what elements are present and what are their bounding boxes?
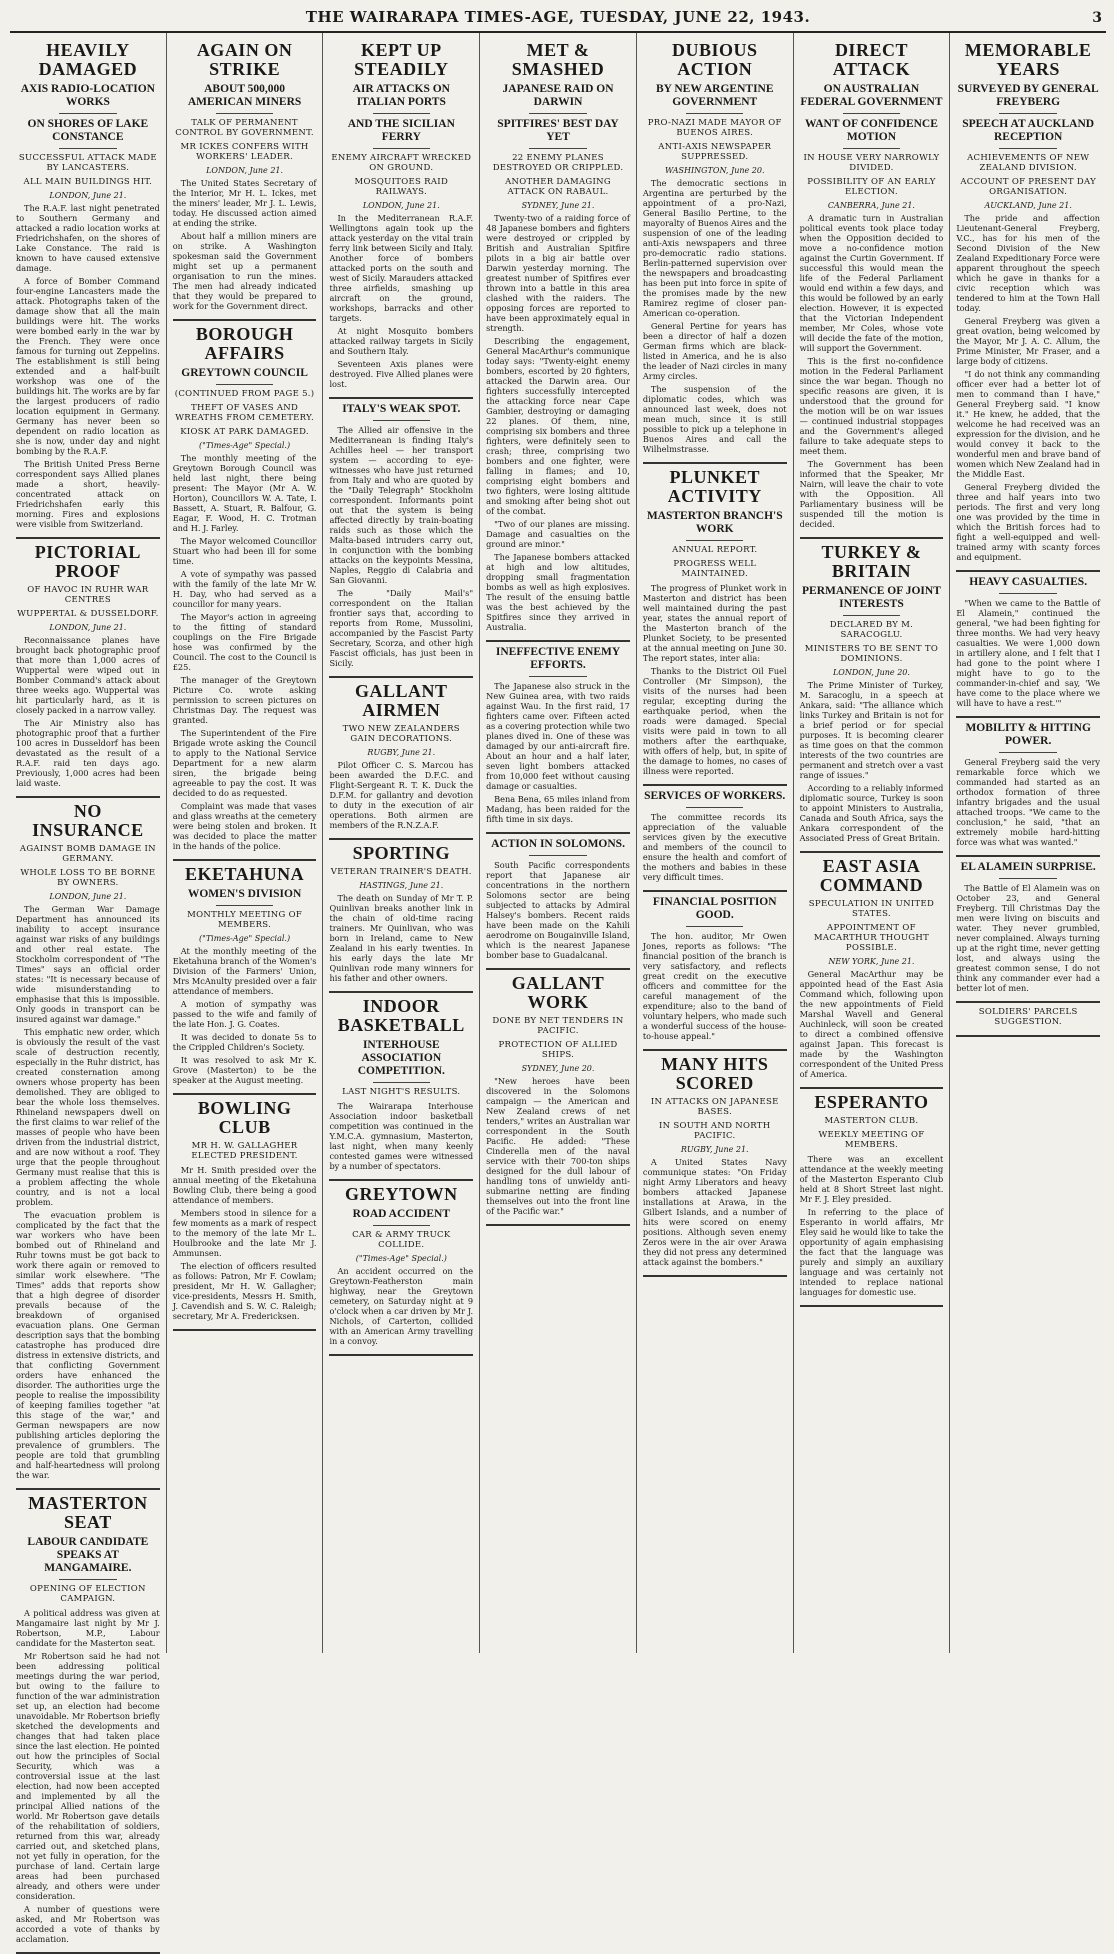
article-paragraph: Describing the engagement, General MacArthur's communique today says: "Twenty-eight enemy bombers, escorted by 20 fighters, attacked the Darwin area. Our fighters successfully intercepted the attacking force near Cape Gambier, destroying or damaging 22 planes. Of them, nine, comprising six bombers and three fighters, were definitely seen to crash; three, comprising two bombers and one fighter, were falling in flames; and 10, comprising eight bombers and two fighters, were losing altitude and smoking after being shot out of the combat. (486, 336, 630, 516)
article-deck: GREYTOWN COUNCIL (181, 367, 308, 379)
article-subheading: SOLDIERS' PARCELS SUGGESTION. (978, 1007, 1078, 1027)
article-deck: ITALY'S WEAK SPOT. (342, 403, 461, 415)
article-paragraph: The democratic sections in Argentina are perturbed by the appointment of a pro-Nazi, General Basilio Pertine, to the mayoralty of Buenos Aires and the suspension of one of the leading anti-Axis newspapers and three pro-democratic radio stations. Berlin-patterned supervision over the newspapers and broadcasting has been put into force in spite of the promises made by the new Ramirez regime of closer pan-American co-operation. (642, 178, 787, 318)
article-paragraph: A force of Bomber Command four-engine Lancasters made the attack. Photographs taken of the damage show that all the main buildings were hit. The works were bombed early in the war by the French. They were once famous for turning out Zeppelins. The establishment is still being extended and a half-built workshop was one of the buildings hit. The works are by far the largest producers of radio location equipment in Germany. Germany has never been so dependent on radio location as she is now, under day and night bombing by the R.A.F. (16, 276, 160, 456)
article-deck: LABOUR CANDIDATE SPEAKS AT MANGAMAIRE. (27, 1536, 149, 1574)
article-deck: ON AUSTRALIAN FEDERAL GOVERNMENT (800, 83, 943, 108)
article-deck: MOBILITY & HITTING POWER. (965, 722, 1091, 747)
column-7 (950, 33, 1106, 1653)
article-end-rule (643, 890, 787, 892)
article-paragraph: This is the first no-confidence motion in the Federal Parliament since the war began. Though no specific reasons are given, it is understood that the ground for the motion will be on war issues — continued industrial stoppages and the Government's alleged failure to take adequate steps to meet them. (799, 356, 944, 456)
article-dateline: SYDNEY, June 21. (521, 201, 595, 210)
article-subheading: OPENING OF ELECTION CAMPAIGN. (29, 1584, 146, 1604)
article-headline: GREYTOWN (344, 1184, 458, 1204)
columns-container (10, 33, 1106, 1944)
article (956, 722, 1100, 847)
article (956, 1007, 1100, 1027)
divider (686, 113, 743, 114)
article-dateline: RUGBY, June 21. (680, 1145, 749, 1154)
article-headline: AGAIN ON STRIKE (196, 40, 293, 79)
page-number: 3 (1092, 10, 1102, 26)
article-paragraph: At night Mosquito bombers attacked railway targets in Sicily and Southern Italy. (329, 326, 474, 356)
article-dateline: LONDON, June 21. (49, 892, 127, 901)
article-dateline: AUCKLAND, June 21. (984, 201, 1072, 210)
article-end-rule (956, 570, 1100, 572)
divider (529, 676, 586, 677)
article-paragraph: The evacuation problem is complicated by the fact that the war workers who have been bombed out of Rhineland and Ruhr towns must be got back to work there again or removed to similar work elsewhere. "The Times" adds that reports show that a high degree of disorder prevails because of the breakdown of organised evacuation plans. One German description says that the bombing catastrophe has produced dire distress in extensive districts, and that conflicting Government orders have enhanced the disorder. The authorities urge the people to realise the impossibility of keeping families together "at this stage of the war," and German newspapers are now publishing articles deploring the prevalence of grumblers. The people are told that grumbling and half-heartedness will prolong the war. (16, 1210, 160, 1480)
article-paragraph: The Japanese also struck in the New Guinea area, with two raids against Wau. In the first raid, 17 fighters came over. Fifteen acted as a covering protection while two planes dived in. One of these was damaged by our anti-aircraft fire. About an hour and a half later, seven light bombers attacked from 10,000 feet without causing damage or casualties. (486, 681, 630, 791)
article-deck: SPITFIRES' BEST DAY YET (497, 118, 619, 143)
article-paragraph: About half a million miners are on strike. A Washington spokesman said the Government might set up a permanent organisation to run the mines. The men had already indicated that they would be prepared to work for the Government direct. (172, 231, 317, 311)
article-subheading: PRO-NAZI MADE MAYOR OF BUENOS AIRES. (647, 118, 782, 138)
article-deck: ABOUT 500,000 AMERICAN MINERS (187, 83, 302, 108)
article-deck: HEAVY CASUALTIES. (969, 576, 1088, 588)
article-headline: MET & SMASHED (511, 40, 605, 79)
article-headline: MANY HITS SCORED (661, 1054, 769, 1093)
article-paragraph: The Mayor welcomed Councillor Stuart who had been ill for some time. (172, 536, 317, 566)
article-headline: ESPERANTO (814, 1092, 929, 1112)
article-paragraph: The suspension of the diplomatic codes, which was announced last week, does not mean much, since it is still possible to pick up a telephone in Buenos Aires and call the Wilhelmstrasse. (642, 384, 787, 454)
article-paragraph: The manager of the Greytown Picture Co. wrote asking permission to screen pictures on Christmas Day. The request was granted. (172, 675, 317, 725)
article (329, 41, 473, 389)
article-end-rule (173, 1093, 317, 1095)
article-subheading: TWO NEW ZEALANDERS GAIN DECORATIONS. (342, 724, 460, 744)
column-2 (167, 33, 324, 1653)
article (956, 576, 1100, 708)
article-headline: MASTERTON SEAT (28, 1493, 148, 1532)
article-paragraph: General Pertine for years has been a director of half a dozen German firms which are black-listed in America, and he is also the leader of Nazi circles in many Army circles. (642, 321, 787, 381)
article-paragraph: General MacArthur may be appointed head of the East Asia Command which, following upon the new appointments of Field Marshal Wavell and General Auchinleck, will soon be created to direct a combined offensive against Japan. This forecast is made by the Washington correspondent of the United Press of America. (799, 969, 944, 1079)
column-1 (10, 33, 167, 1944)
article-headline: MEMORABLE YEARS (964, 40, 1092, 79)
article-paragraph: The German War Damage Department has announced its inability to accept insurance against war risks of any buildings and other real estate. The Stockholm correspondent of "The Times" says an official order states: "It is necessary because of wide misunderstanding to emphasise that this is impossible. Only goods in transport can be insured against war damage." (16, 904, 160, 1024)
article-subheading: (CONTINUED FROM PAGE 5.) (174, 389, 315, 399)
article-paragraph: A vote of sympathy was passed with the family of the late Mr W. H. Day, who had served as a councillor for many years. (172, 569, 317, 609)
article-end-rule (800, 851, 944, 853)
article-paragraph: South Pacific correspondents report that Japanese air concentrations in the northern Solomons sector are being subjected to attacks by Admiral Halsey's bombers. Recent raids have been made on the Kahili aerodrome on Bougainville Island, which is the nearest Japanese bomber base to Guadalcanal. (486, 860, 630, 960)
divider (59, 1579, 116, 1580)
divider (686, 807, 743, 808)
divider (529, 148, 586, 149)
divider (373, 148, 430, 149)
article-paragraph: The Prime Minister of Turkey, M. Saracoglu, in a speech at Ankara, said: "The alliance which links Turkey and Britain is not for a brief period or for special purposes. It is becoming clearer as time goes on that the common interests of the two countries are permanent and stretch over a vast range of issues." (799, 680, 944, 780)
article-end-rule (486, 832, 630, 834)
article (173, 1099, 317, 1321)
article-subheading: ACCOUNT OF PRESENT DAY ORGANISATION. (960, 177, 1096, 197)
article-headline: SPORTING (352, 843, 450, 863)
article-dateline: HASTINGS, June 21. (359, 881, 444, 890)
article-end-rule (800, 1087, 944, 1089)
article-dateline: LONDON, June 21. (206, 166, 284, 175)
article-subheading: IN ATTACKS ON JAPANESE BASES. (650, 1097, 779, 1117)
article-headline: EAST ASIA COMMAND (819, 856, 924, 895)
divider (686, 540, 743, 541)
article-end-rule (486, 640, 630, 642)
article-paragraph: The Superintendent of the Fire Brigade wrote asking the Council to apply to the National Service Department for a new alarm siren, the brigade being agreeable to pay the cost. It was decided to do as requested. (172, 728, 317, 798)
masthead-title: THE WAIRARAPA TIMES-AGE, TUESDAY, JUNE 22, 1943. (305, 8, 811, 26)
article-paragraph: The Mayor's action in agreeing to the fitting of standard couplings on the Fire Brigade hose was confirmed by the Council. The cost to the Council is £25. (172, 612, 317, 672)
divider (216, 384, 273, 385)
divider (59, 148, 116, 149)
article-subheading: ACHIEVEMENTS OF NEW ZEALAND DIVISION. (967, 153, 1090, 173)
article-end-rule (956, 716, 1100, 718)
divider (373, 1082, 430, 1083)
article-paragraph: At the monthly meeting of the Eketahuna branch of the Women's Division of the Farmers' Union, Mrs McAnulty presided over a fair attendance of members. (172, 946, 317, 996)
article-paragraph: "New heroes have been discovered in the Solomons campaign — the American and New Zealand crews of net tenders," writes an Australian war correspondent in the South Pacific. He added: "These Cinderella men of the naval service with their 700-ton ships designed for the dull labour of handling tons of unwieldy anti-submarine netting are finding themselves out into the front line of the Pacific war." (486, 1076, 630, 1216)
article-paragraph: A political address was given at Mangamaire last night by Mr J. Robertson, M.P., Labour candidate for the Masterton seat. (16, 1608, 160, 1648)
article-subheading: WHOLE LOSS TO BE BORNE BY OWNERS. (20, 868, 156, 888)
article-paragraph: The Wairarapa Interhouse Association indoor basketball competition was continued in the Y.M.C.A. gymnasium, Masterton, last night, when many keenly contested games were witnessed by a number of spectators. (329, 1101, 474, 1171)
article-dateline: NEW YORK, June 21. (828, 957, 915, 966)
article (16, 543, 160, 788)
article-deck: WOMEN'S DIVISION (187, 888, 302, 900)
article-subheading: WUPPERTAL & DUSSELDORF. (17, 609, 159, 619)
masthead (10, 6, 1106, 33)
article-subheading: MASTERTON CLUB. (824, 1116, 919, 1126)
article-paragraph: General Freyberg divided the three and half years into two periods. The first and very long one was provided by the time in which the British forces had to fight a well-equipped and well-trained army with scanty forces and equipment. (956, 482, 1101, 562)
article-subheading: MOSQUITOES RAID RAILWAYS. (354, 177, 449, 197)
article-paragraph: Members stood in silence for a few moments as a mark of respect to the memory of the late Mr L. Houlbrooke and the late Mr J. Ammunsen. (172, 1208, 317, 1258)
article-end-rule (643, 1275, 787, 1277)
article (800, 543, 944, 843)
article-paragraph: Pilot Officer C. S. Marcou has been awarded the D.F.C. and Flight-Sergeant R. T. K. Duck the D.F.M. for gallantry and devotion to duty in the execution of air operations. Both airmen are members of the R.N.Z.A.F. (329, 760, 474, 830)
article-subheading: ENEMY AIRCRAFT WRECKED ON GROUND. (331, 153, 472, 173)
article-paragraph: Mr Robertson said he had not been addressing political meetings during the war period, but owing to the failure to function of the war administration set up, an election had become unavoidable. Mr Robertson briefly sketched the developments and changes that had taken place since the last election. He pointed out how the principles of Social Security, which was a controversial issue at the last election, had now been accepted and implemented by all the principal Allied nations of the world. Mr Robertson gave details of the rehabilitation of soldiers, returned from this war, already carried out, and sketched plans, not yet fully in operation, for the purchase of land. Certain large areas had been purchased already, and others were under consideration. (16, 1651, 160, 1901)
article-headline: GALLANT WORK (511, 973, 605, 1012)
article-paragraph: Seventeen Axis planes were destroyed. Five Allied planes were lost. (329, 359, 474, 389)
article-deck: AIR ATTACKS ON ITALIAN PORTS (352, 83, 450, 108)
article (16, 41, 160, 529)
article (643, 468, 787, 776)
article-paragraph: The R.A.F. last night penetrated to Southern Germany and attacked a radio location works at Friedrichshafen, on the shores of Lake Constance. The raid is known to have caused extensive damage. (16, 203, 160, 273)
article-deck: WANT OF CONFIDENCE MOTION (805, 118, 938, 143)
article-paragraph: "Two of our planes are missing. Damage and casualties on the ground are minor." (486, 519, 630, 549)
article-paragraph: The hon. auditor, Mr Owen Jones, reports as follows: "The financial position of the branch is very satisfactory, and reflects great credit on the executive officers and committee for the careful management of the expenditure; also to the band of voluntary helpers, who made such a wonderful success of the house-to-house appeal." (642, 931, 787, 1041)
article-subheading: VETERAN TRAINER'S DEATH. (330, 867, 472, 877)
article-headline: NO INSURANCE (32, 801, 144, 840)
article-subheading: APPOINTMENT OF MACARTHUR THOUGHT POSSIBLE. (813, 923, 930, 953)
article (800, 41, 944, 529)
article-deck: ON SHORES OF LAKE CONSTANCE (27, 118, 149, 143)
article-end-rule (486, 968, 630, 970)
article (16, 802, 160, 1480)
article (173, 325, 317, 851)
article-dateline: ("Times-Age" Special.) (199, 441, 291, 450)
article-deck: SURVEYED BY GENERAL FREYBERG (957, 83, 1099, 108)
article (800, 1093, 944, 1297)
article-paragraph: The British United Press Berne correspondent says Allied planes made a short, heavily-concentrated attack on Friedrichshafen early this morning. Fires and explosions were visible from Switzerland. (16, 459, 160, 529)
article (643, 896, 787, 1041)
article (956, 41, 1100, 562)
article-dateline: LONDON, June 21. (49, 191, 127, 200)
divider (843, 615, 900, 616)
article-subheading: LAST NIGHT'S RESULTS. (342, 1087, 461, 1097)
article-headline: EKETAHUNA (184, 864, 305, 884)
article-dateline: LONDON, June 21. (362, 201, 440, 210)
article-dateline: WASHINGTON, June 20. (664, 166, 765, 175)
article-paragraph: This emphatic new order, which is obviously the result of the vast scale of destruction recently, especially in the Ruhr district, has created consternation among owners whose property has been demolished. They are obliged to bear the whole loss themselves. Rhineland newspapers dwell on the first claims to war relief of the masses of people who have been driven from the industrial district, and are now without a roof. They urge that the people throughout Germany must realise that this is a problem affecting the whole country, and is not a local problem. (16, 1027, 160, 1207)
article-subheading: MR H. W. GALLAGHER ELECTED PRESIDENT. (191, 1141, 298, 1161)
article-end-rule (643, 784, 787, 786)
article-paragraph: In referring to the place of Esperanto in world affairs, Mr Eley said he would like to take the opportunity of again emphasising the fact that the language was purely and simply an auxiliary language and was certainly not intended to replace national languages for domestic use. (799, 1207, 944, 1297)
divider (999, 878, 1056, 879)
article-deck: INEFFECTIVE ENEMY EFFORTS. (495, 646, 621, 671)
article-deck: EL ALAMEIN SURPRISE. (960, 861, 1096, 873)
divider (999, 148, 1056, 149)
article-end-rule (800, 537, 944, 539)
article-subheading: IN HOUSE VERY NARROWLY DIVIDED. (803, 153, 940, 173)
divider (843, 148, 900, 149)
article-paragraph: Mr H. Smith presided over the annual meeting of the Eketahuna Bowling Club, there being a good attendance of members. (172, 1165, 317, 1205)
article-paragraph: According to a reliably informed diplomatic source, Turkey is soon to appoint Ministers to Australia, Canada and South Africa, says the Ankara correspondent of the Associated Press of Great Britain. (799, 783, 944, 843)
article-paragraph: The "Daily Mail's" correspondent on the Italian frontier says that, according to reports from Rome, Mussolini, accompanied by the Fascist Party Secretary, Scorza, and other high Fascist officials, has just been in Sicily. (329, 588, 474, 668)
article-subheading: ANNUAL REPORT. (672, 545, 758, 555)
divider (373, 420, 430, 421)
article (643, 41, 787, 454)
article-headline: DUBIOUS ACTION (671, 40, 758, 79)
divider (999, 593, 1056, 594)
article-subheading: ANTI-AXIS NEWSPAPER SUPPRESSED. (658, 142, 772, 162)
article (956, 861, 1100, 993)
column-4 (480, 33, 637, 1653)
article (329, 403, 473, 668)
article-end-rule (329, 838, 473, 840)
article (173, 865, 317, 1085)
article-dateline: RUGBY, June 21. (367, 748, 436, 757)
article-dateline: ("Times-Age" Special.) (355, 1254, 447, 1263)
article-paragraph: Bena Bena, 65 miles inland from Madang, has been raided for the fifth time in six days. (486, 794, 630, 824)
divider (529, 113, 586, 114)
article (643, 1055, 787, 1267)
article-paragraph: In the Mediterranean R.A.F. Wellingtons again took up the attack yesterday on the vital train ferry link between Sicily and Italy. Another force of bombers attacked ports on the south and west of Sicily. Marauders attacked three airfields, smashing up aircraft on the ground, workshops, barracks and other targets. (329, 213, 474, 323)
article-dateline: ("Times-Age" Special.) (199, 934, 291, 943)
article-end-rule (486, 1224, 630, 1226)
divider (529, 855, 586, 856)
article-paragraph: The Battle of El Alamein was on October 23, and General Freyberg. Till Christmas Day the men were living on biscuits and water. They never grumbled, never complained. Always turning up at the right time, never getting lost, and always using the greatest common sense, I do not think any commander ever had a better lot of men. (956, 883, 1101, 993)
article-headline: BOWLING CLUB (197, 1098, 292, 1137)
article-deck: AND THE SICILIAN FERRY (347, 118, 455, 143)
article-deck: ACTION IN SOLOMONS. (491, 838, 625, 850)
article-end-rule (173, 319, 317, 321)
article-deck: BY NEW ARGENTINE GOVERNMENT (655, 83, 774, 108)
article-paragraph: The pride and affection Lieutenant-General Freyberg, V.C., has for his men of the Second Division of the New Zealand Expeditionary Force were apparent throughout the speech which he gave in thanks for a civic reception which was tendered to him at the Town Hall today. (956, 213, 1101, 313)
article-end-rule (956, 1001, 1100, 1003)
article-subheading: TALK OF PERMANENT CONTROL BY GOVERNMENT. (175, 118, 314, 138)
article-end-rule (643, 462, 787, 464)
divider (373, 1225, 430, 1226)
article-subheading: SPECULATION IN UNITED STATES. (808, 899, 935, 919)
article-subheading: DONE BY NET TENDERS IN PACIFIC. (492, 1016, 624, 1036)
article-end-rule (329, 1354, 473, 1356)
article-headline: KEPT UP STEADILY (354, 40, 449, 79)
article-headline: GALLANT AIRMEN (355, 681, 448, 720)
article-deck: AXIS RADIO-LOCATION WORKS (20, 83, 155, 108)
article-paragraph: An accident occurred on the Greytown-Featherston main highway, near the Greytown cemetery, on Saturday night at 9 o'clock when a car driven by Mr J. Nichols, of Carterton, collided with an American Army travelling in a convoy. (329, 1266, 474, 1346)
article-end-rule (329, 991, 473, 993)
article (329, 1185, 473, 1346)
article-end-rule (643, 1049, 787, 1051)
article-paragraph: The monthly meeting of the Greytown Borough Council was held last night, there being present: The Mayor (Mr A. W. Horton), Councillors W. A. Tate, I. Bassett, A. Stuart, R. Balfour, G. Eagar, F. Wood, H. C. Trotman and H. J. Farley. (172, 453, 317, 533)
article (486, 838, 630, 960)
article-paragraph: Complaint was made that vases and glass wreaths at the cemetery were being stolen and broken. It was decided to place the matter in the hands of the police. (172, 801, 317, 851)
article (486, 646, 630, 824)
article-headline: INDOOR BASKETBALL (337, 996, 465, 1035)
article-end-rule (956, 855, 1100, 857)
column-5 (637, 33, 794, 1653)
article-paragraph: "When we came to the Battle of El Alamein," continued the general, "we had been fighting for three months. We had very heavy casualties. We were 1,000 down in artillery alone, and I felt that I had gone to the point where I might have to go to the commander-in-chief and say, 'We have come to the place where we will have to have a rest.'" (956, 598, 1101, 708)
article-end-rule (16, 796, 160, 798)
article-deck: MASTERTON BRANCH'S WORK (646, 510, 783, 535)
article-end-rule (329, 1179, 473, 1181)
divider (59, 113, 116, 114)
article-dateline: LONDON, June 21. (49, 623, 127, 632)
divider (843, 113, 900, 114)
article-paragraph: Reconnaissance planes have brought back photographic proof that more than 1,000 acres of Wuppertal were wiped out in Bomber Command's attack about three weeks ago. Wuppertal was hit particularly hard, as it is closely packed in a narrow valley. (16, 635, 160, 715)
divider (216, 113, 273, 114)
article-deck: SPEECH AT AUCKLAND RECEPTION (962, 118, 1095, 143)
column-6 (794, 33, 951, 1653)
article-deck: SERVICES OF WORKERS. (644, 790, 786, 802)
article-headline: PLUNKET ACTIVITY (667, 467, 762, 506)
article-paragraph: A number of questions were asked, and Mr Robertson was accorded a vote of thanks by acclamation. (16, 1904, 160, 1944)
article-paragraph: It was resolved to ask Mr K. Grove (Masterton) to be the speaker at the August meeting. (172, 1055, 317, 1085)
divider (999, 113, 1056, 114)
article-deck: INTERHOUSE ASSOCIATION COMPETITION. (357, 1039, 445, 1077)
article (16, 1494, 160, 1944)
article-end-rule (173, 859, 317, 861)
article-subheading: 22 ENEMY PLANES DESTROYED OR CRIPPLED. (492, 153, 624, 173)
article (173, 41, 317, 311)
article-headline: DIRECT ATTACK (832, 40, 911, 79)
article-deck: FINANCIAL POSITION GOOD. (652, 896, 777, 921)
article-paragraph: Thanks to the District Oil Fuel Controller (Mr Simpson), the visits of the nurses had been regular, excepting during the earthquake period, when the roads were damaged. Special visits were paid in town to all mothers after the earthquake, with offers of help, but, in spite of the damage to homes, no cases of illness were reported. (642, 666, 787, 776)
article-deck: PERMANENCE OF JOINT INTERESTS (802, 585, 941, 610)
article-end-rule (956, 1035, 1100, 1037)
article (329, 844, 473, 983)
article-headline: PICTORIAL PROOF (34, 542, 141, 581)
article (329, 682, 473, 830)
article-paragraph: The death on Sunday of Mr T. P. Quinlivan breaks another link in the chain of old-time racing trainers. Mr Quinlivan, who was born in Ireland, came to New Zealand in his early twenties. In his early days the late Mr Quinlivan rode many winners for his father and other owners. (329, 893, 474, 983)
article-paragraph: A dramatic turn in Australian political events took place today when the Opposition decided to move a no-confidence motion against the Curtin Government. If successful this would mean the life of the Federal Parliament would end within a few days, and this would be followed by an early election. However, it is expected that the Victorian Independent member, Mr Coles, whose vote will decide the fate of the motion, will support the Government. (799, 213, 944, 353)
article-paragraph: Twenty-two of a raiding force of 48 Japanese bombers and fighters were destroyed or crippled by British and Australian Spitfire pilots in a big air battle over Darwin yesterday morning. The greatest number of Spitfires ever thrown into a battle in this area clashed with the raiders. The opposing forces are reported to have been approximately equal in strength. (486, 213, 630, 333)
article-headline: BOROUGH AFFAIRS (195, 324, 294, 363)
article-subheading: KIOSK AT PARK DAMAGED. (180, 427, 309, 437)
article-paragraph: There was an excellent attendance at the weekly meeting of the Masterton Esperanto Club held at 8 Short Street last night. Mr F. J. Eley presided. (799, 1154, 944, 1204)
article-subheading: OF HAVOC IN RUHR WAR CENTRES (27, 585, 149, 605)
article-subheading: AGAINST BOMB DAMAGE IN GERMANY. (19, 844, 156, 864)
article-subheading: ANOTHER DAMAGING ATTACK ON RABAUL. (505, 177, 611, 197)
article-dateline: CANBERRA, June 21. (827, 201, 915, 210)
article-dateline: SYDNEY, June 20. (521, 1064, 595, 1073)
article-end-rule (329, 676, 473, 678)
divider (216, 905, 273, 906)
article-end-rule (16, 537, 160, 539)
article-paragraph: It was decided to donate 5s to the Crippled Children's Society. (172, 1032, 317, 1052)
article-paragraph: A United States Navy communique states: "On Friday night Army Liberators and heavy bombers attacked Japanese installations at Arawa, in the Gilbert Islands, and a number of hits were scored on enemy positions. Although seven enemy Zeros were in the air over Arawa they did not press any determined attack against the bombers." (642, 1157, 787, 1267)
divider (999, 752, 1056, 753)
article-paragraph: The United States Secretary of the Interior, Mr H. L. Ickes, met the miners' leader, Mr J. L. Lewis, today. He discussed action aimed at ending the strike. (172, 178, 317, 228)
article (486, 974, 630, 1216)
article-subheading: PROTECTION OF ALLIED SHIPS. (498, 1040, 618, 1060)
article-deck: ROAD ACCIDENT (352, 1208, 451, 1220)
article (486, 41, 630, 632)
article-subheading: THEFT OF VASES AND WREATHS FROM CEMETERY. (175, 403, 314, 423)
article-paragraph: "I do not think any commanding officer ever had a better lot of men to command than I have," General Freyberg said. "I know it." He knew, he added, that the welcome he had received was an expression for the division, and he would convey it back to the wonderful men and brave band of women which New Zealand had in the Middle East. (956, 369, 1101, 479)
article-paragraph: The election of officers resulted as follows: Patron, Mr F. Cowlam; president, Mr H. W. Gallagher; vice-presidents, Messrs H. Smith, J. Cavendish and S. W. C. Raleigh; secretary, Mr A. Fredericksen. (172, 1261, 317, 1321)
article-end-rule (800, 1305, 944, 1307)
article-subheading: ALL MAIN BUILDINGS HIT. (23, 177, 153, 187)
article-end-rule (329, 397, 473, 399)
article (643, 790, 787, 882)
article-headline: HEAVILY DAMAGED (38, 40, 138, 79)
article-subheading: MR ICKES CONFERS WITH WORKERS' LEADER. (180, 142, 309, 162)
article-headline: TURKEY & BRITAIN (821, 542, 922, 581)
article-paragraph: The Japanese bombers attacked at high and low altitudes, dropping small fragmentation bombs as well as high explosives. The result of the ensuing battle was the best achieved by the Spitfires since they arrived in Australia. (486, 552, 630, 632)
article-deck: JAPANESE RAID ON DARWIN (502, 83, 614, 108)
article-subheading: MONTHLY MEETING OF MEMBERS. (187, 910, 303, 930)
article-paragraph: The Air Ministry also has photographic proof that a further 100 acres in Dusseldorf has been devastated as the result of a R.A.F. raid ten days ago. Previously, 1,000 acres had been laid waste. (16, 718, 160, 788)
article-subheading: POSSIBILITY OF AN EARLY ELECTION. (807, 177, 936, 197)
article-paragraph: General Freyberg said the very remarkable force which we commanded had started as an orthodox formation of three infantry brigades and the usual attached troops. "We came to the conclusion," he said, "that an extremely mobile hard-hitting force was what was wanted." (956, 757, 1101, 847)
article-paragraph: The progress of Plunket work in Masterton and district has been well maintained during the past year, states the annual report of the Masterton branch of the Plunket Society, to be presented at the annual meeting on June 30. The report states, inter alia: (642, 583, 787, 663)
article-subheading: CAR & ARMY TRUCK COLLIDE. (352, 1230, 451, 1250)
article-paragraph: General Freyberg was given a great ovation, being welcomed by the Mayor, Mr J. A. C. Allum, the Prime Minister, Mr Fraser, and a large body of citizens. (956, 316, 1101, 366)
article-dateline: LONDON, June 20. (832, 668, 910, 677)
article-subheading: WEEKLY MEETING OF MEMBERS. (818, 1130, 925, 1150)
article-subheading: IN SOUTH AND NORTH PACIFIC. (659, 1121, 771, 1141)
article-paragraph: The Government has been informed that the Speaker, Mr Nairn, will leave the chair to vote with the Opposition. All Parliamentary business will be suspended till the motion is decided. (799, 459, 944, 529)
article-paragraph: The committee records its appreciation of the valuable services given by the executive and members of the council to ensure the health and comfort of the mothers and babies in these very difficult times. (642, 812, 787, 882)
article-paragraph: The Allied air offensive in the Mediterranean is finding Italy's Achilles heel — her transport system — according to eye-witnesses who have just returned from Italy and who are quoted by the "Daily Telegraph" Stockholm correspondent. Informants point out that the system is being affected directly by train-boating raids such as those which the Malta-based intruders carry out, in conjunction with the bombing attacks on the keypoints Messina, Naples, Reggio di Calabria and San Giovanni. (329, 425, 474, 585)
article-subheading: MINISTERS TO BE SENT TO DOMINIONS. (804, 644, 939, 664)
article-subheading: PROGRESS WELL MAINTAINED. (673, 559, 757, 579)
divider (686, 926, 743, 927)
column-3 (323, 33, 480, 1653)
article-end-rule (173, 1329, 317, 1331)
divider (373, 113, 430, 114)
article (329, 997, 473, 1171)
article-paragraph: A motion of sympathy was passed to the wife and family of the late Hon. J. G. Coates. (172, 999, 317, 1029)
article-subheading: SUCCESSFUL ATTACK MADE BY LANCASTERS. (18, 153, 157, 173)
article-subheading: DECLARED BY M. SARACOGLU. (829, 620, 914, 640)
article (800, 857, 944, 1079)
article-end-rule (16, 1488, 160, 1490)
